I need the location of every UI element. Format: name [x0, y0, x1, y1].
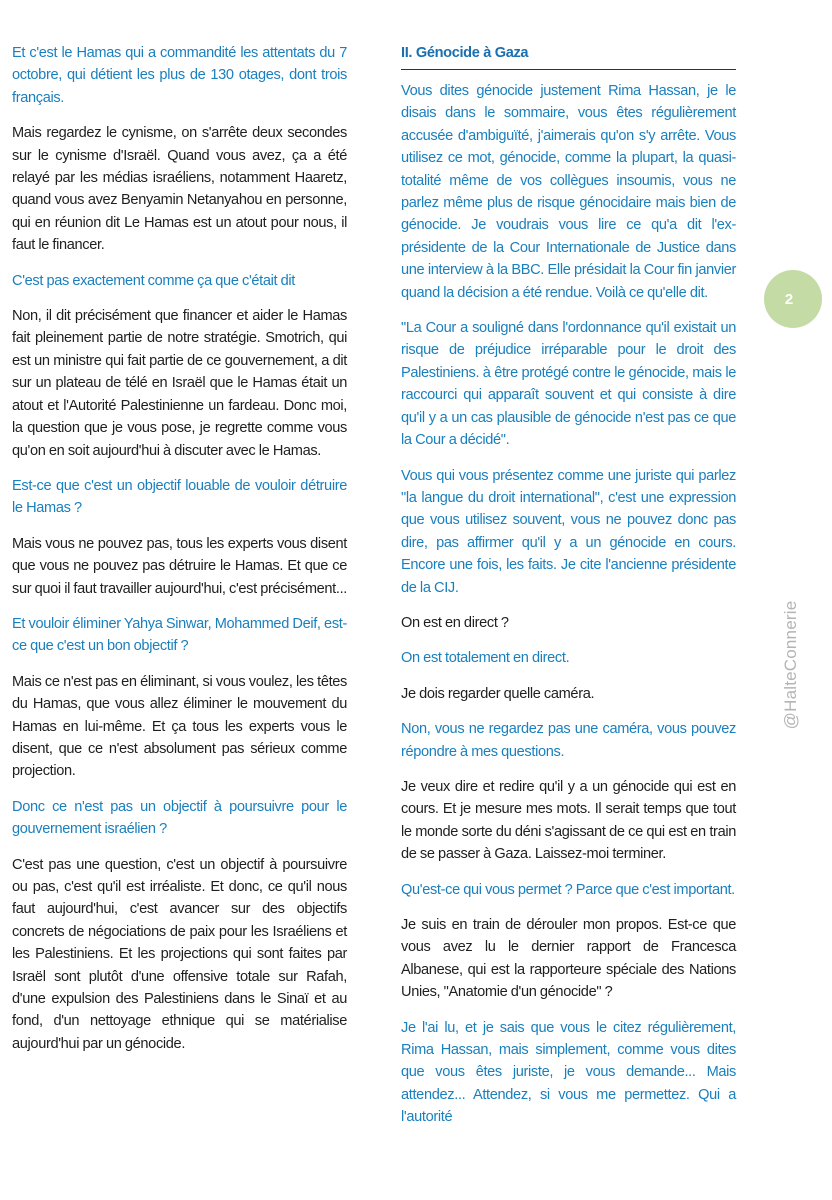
interviewer-question: On est totalement en direct. [401, 650, 570, 667]
interviewer-question: Je l'ai lu, et je sais que vous le citez régulièrement, Rima Hassan, mais simplement, comme vous dites que vous êtes juriste, je vous demande... Mais attendez... Attendez, si vous me permettez. Qui a l'autorité [401, 1019, 736, 1126]
interviewee-answer: Mais vous ne pouvez pas, tous les experts vous disent que vous ne pouvez pas détruire le Hamas. Et que ce sur quoi il faut travailler aujourd'hui, c'est précisément... [12, 535, 347, 597]
interviewee-answer: On est en direct ? [401, 614, 509, 631]
interviewer-question: Non, vous ne regardez pas une caméra, vous pouvez répondre à mes questions. [401, 721, 736, 760]
interviewer-quote: "La Cour a souligné dans l'ordonnance qu'il existait un risque de préjudice irréparable pour le droit des Palestiniens. à être protégé contre le génocide, mais le raccourci qui apparaît souvent et qui consiste à dire qu'il y a un cas plausible de génocide n'est pas ce que la Cour a décidé". [401, 320, 736, 449]
section-heading: II. Génocide à Gaza [401, 42, 736, 70]
interviewer-question: Vous qui vous présentez comme une juriste qui parlez "la langue du droit international", c'est une expression que vous utilisez souvent, vous ne pouvez donc pas dire, pas affirmer qu'il y a un génocide en cours. Encore une fois, les faits. Je cite l'ancienne présidente de la CIJ. [401, 467, 736, 596]
interviewee-answer: C'est pas une question, c'est un objectif à poursuivre ou pas, c'est qu'il est irréaliste. Et donc, ce qu'il nous faut aujourd'hui, c'est avancer sur des objectifs concrets de négociations de paix pour les Israéliens et les Palestiniens. Et les projections qui sont faites par Israël sont plutôt d'une offensive totale sur Rafah, d'une expulsion des Palestiniens dans le Sinaï et au fond, d'un nettoyage ethnique qui se matérialise aujourd'hui par un génocide. [12, 856, 347, 1052]
left-column [12, 42, 347, 1068]
interviewer-question: Et c'est le Hamas qui a commandité les attentats du 7 octobre, qui détient les plus de 130 otages, dont trois français. [12, 45, 347, 106]
right-column [401, 42, 736, 1142]
interviewer-question: Vous dites génocide justement Rima Hassan, je le disais dans le sommaire, vous êtes régulièrement accusée d'ambiguïté, j'aimerais qu'on s'y arrête. Vous utilisez ce mot, génocide, comme la plupart, la quasi-totalité même de vos collègues insoumis, vous ne parlez même plus de risque génocidaire mais bien de génocide. Je voudrais vous lire ce qu'a dit l'ex-présidente de la Cour Internationale de Justice dans une interview à la BBC. Elle présidait la Cour fin janvier quand la décision a été rendue. Voilà ce qu'elle dit. [401, 83, 736, 301]
interviewee-answer: Non, il dit précisément que financer et aider le Hamas fait pleinement partie de notre stratégie. Smotrich, qui est un ministre qui fait partie de ce gouvernement, a dit sur un plateau de télé en Israël que le Hamas était un atout et l'Autorité Palestinienne un fardeau. Donc moi, la question que je vous pose, je regrette comme vous qu'on en soit aujourd'hui à discuter avec le Hamas. [12, 308, 347, 459]
interviewer-question: Et vouloir éliminer Yahya Sinwar, Mohammed Deif, est-ce que c'est un bon objectif ? [12, 615, 347, 655]
interviewer-question: C'est pas exactement comme ça que c'était dit [12, 272, 295, 289]
interviewer-question: Donc ce n'est pas un objectif à poursuivre pour le gouvernement israélien ? [12, 798, 347, 838]
page-number-badge: 2 [764, 270, 822, 328]
watermark: @HalteConnerie [781, 600, 800, 730]
interviewer-question: Qu'est-ce qui vous permet ? Parce que c'est important. [401, 881, 735, 898]
interviewee-answer: Mais ce n'est pas en éliminant, si vous voulez, les têtes du Hamas, que vous allez éliminer le mouvement du Hamas en lui-même. Et ça tous les experts vous le disent, que ce n'est absolument pas sérieux comme projection. [12, 673, 347, 780]
interviewer-question: Est-ce que c'est un objectif louable de vouloir détruire le Hamas ? [12, 477, 347, 517]
interviewee-answer: Je suis en train de dérouler mon propos. Est-ce que vous avez lu le dernier rapport de Francesca Albanese, qui est la rapporteure spéciale des Nations Unies, "Anatomie d'un génocide" ? [401, 917, 736, 1001]
interviewee-answer: Je dois regarder quelle caméra. [401, 685, 595, 702]
interviewee-answer: Je veux dire et redire qu'il y a un génocide qui est en cours. Et je mesure mes mots. Il serait temps que tout le monde sorte du déni s'agissant de ce qui est en train de se passer à Gaza. Laissez-moi terminer. [401, 778, 736, 863]
interviewee-answer: Mais regardez le cynisme, on s'arrête deux secondes sur le cynisme d'Israël. Quand vous avez, ça a été relayé par les médias israéliens, notamment Haaretz, quand vous avez Benyamin Netanyahou en personne, qui en réunion dit Le Hamas est un atout pour nous, il faut le financer. [12, 125, 347, 254]
